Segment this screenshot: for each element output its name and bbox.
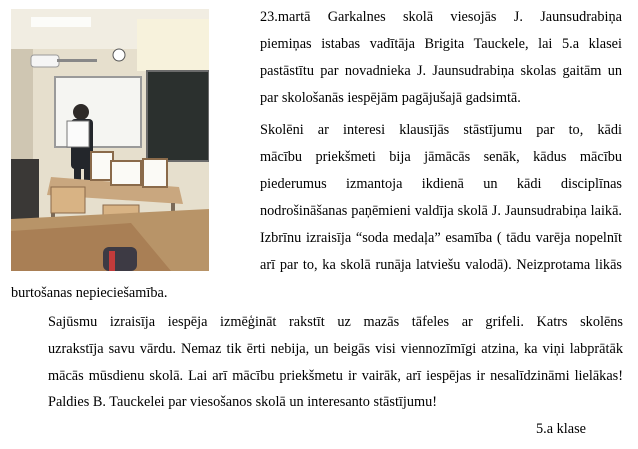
text-line: piederumus izmantoja ikdienā un kādi disciplīnas (260, 176, 622, 192)
lesson-paragraph-end: burtošanas nepieciešamība. (11, 285, 168, 301)
text-line: piemiņas istabas vadītāja Brigita Tauckele, lai 5.a klasei (260, 36, 622, 52)
text-line: pastāstītu par novadnieka J. Jaunsudrabiņa skolas gaitām un (260, 63, 622, 79)
text-line: mācās mūsdienu skolā. Lai arī mācību priekšmetu ir vairāk, arī iespējas ir nesalīdzināmi lielākas! (48, 368, 623, 384)
text-line: arī par to, ka skolā runāja latviešu valodā). Neizprotama likās (260, 257, 622, 273)
slate-paragraph (11, 309, 623, 390)
classroom-photo (11, 9, 209, 271)
text-line: Sajūsmu izraisīja iespēja izmēģināt rakstīt uz mazās tāfeles ar grifeli. Katrs skolēns (48, 314, 623, 330)
text-line: Izbrīnu izraisīja “soda medaļa” esamība ( tādu varēja nopelnīt (260, 230, 622, 246)
text-line: Skolēni ar interesi klausījās stāstījumu par to, kādi (260, 122, 622, 138)
classroom-photo-illustration (11, 9, 209, 271)
text-line: par skološanās iespējām pagājušajā gadsimtā. (260, 90, 521, 106)
text-line: nodrošināšanas paņēmieni valdīja skolā J. Jaunsudrabiņa laikā. (260, 203, 622, 219)
signature: 5.a klase (536, 421, 587, 437)
text-line: uzrakstīja savu vārdu. Nemaz tik ērti nebija, un beigās visi viennozīmīgi atzina, ka viņi labprātāk (48, 341, 623, 357)
thanks-paragraph: Paldies B. Tauckelei par viesošanos skolā un interesanto stāstījumu! (48, 394, 438, 410)
text-line: mācību priekšmeti bija jāmācās senāk, kādus mācību (260, 149, 622, 165)
intro-paragraph (214, 4, 622, 112)
text-line: 23.martā Garkalnes skolā viesojās J. Jaunsudrabiņa (260, 9, 622, 25)
lesson-paragraph (214, 117, 622, 279)
